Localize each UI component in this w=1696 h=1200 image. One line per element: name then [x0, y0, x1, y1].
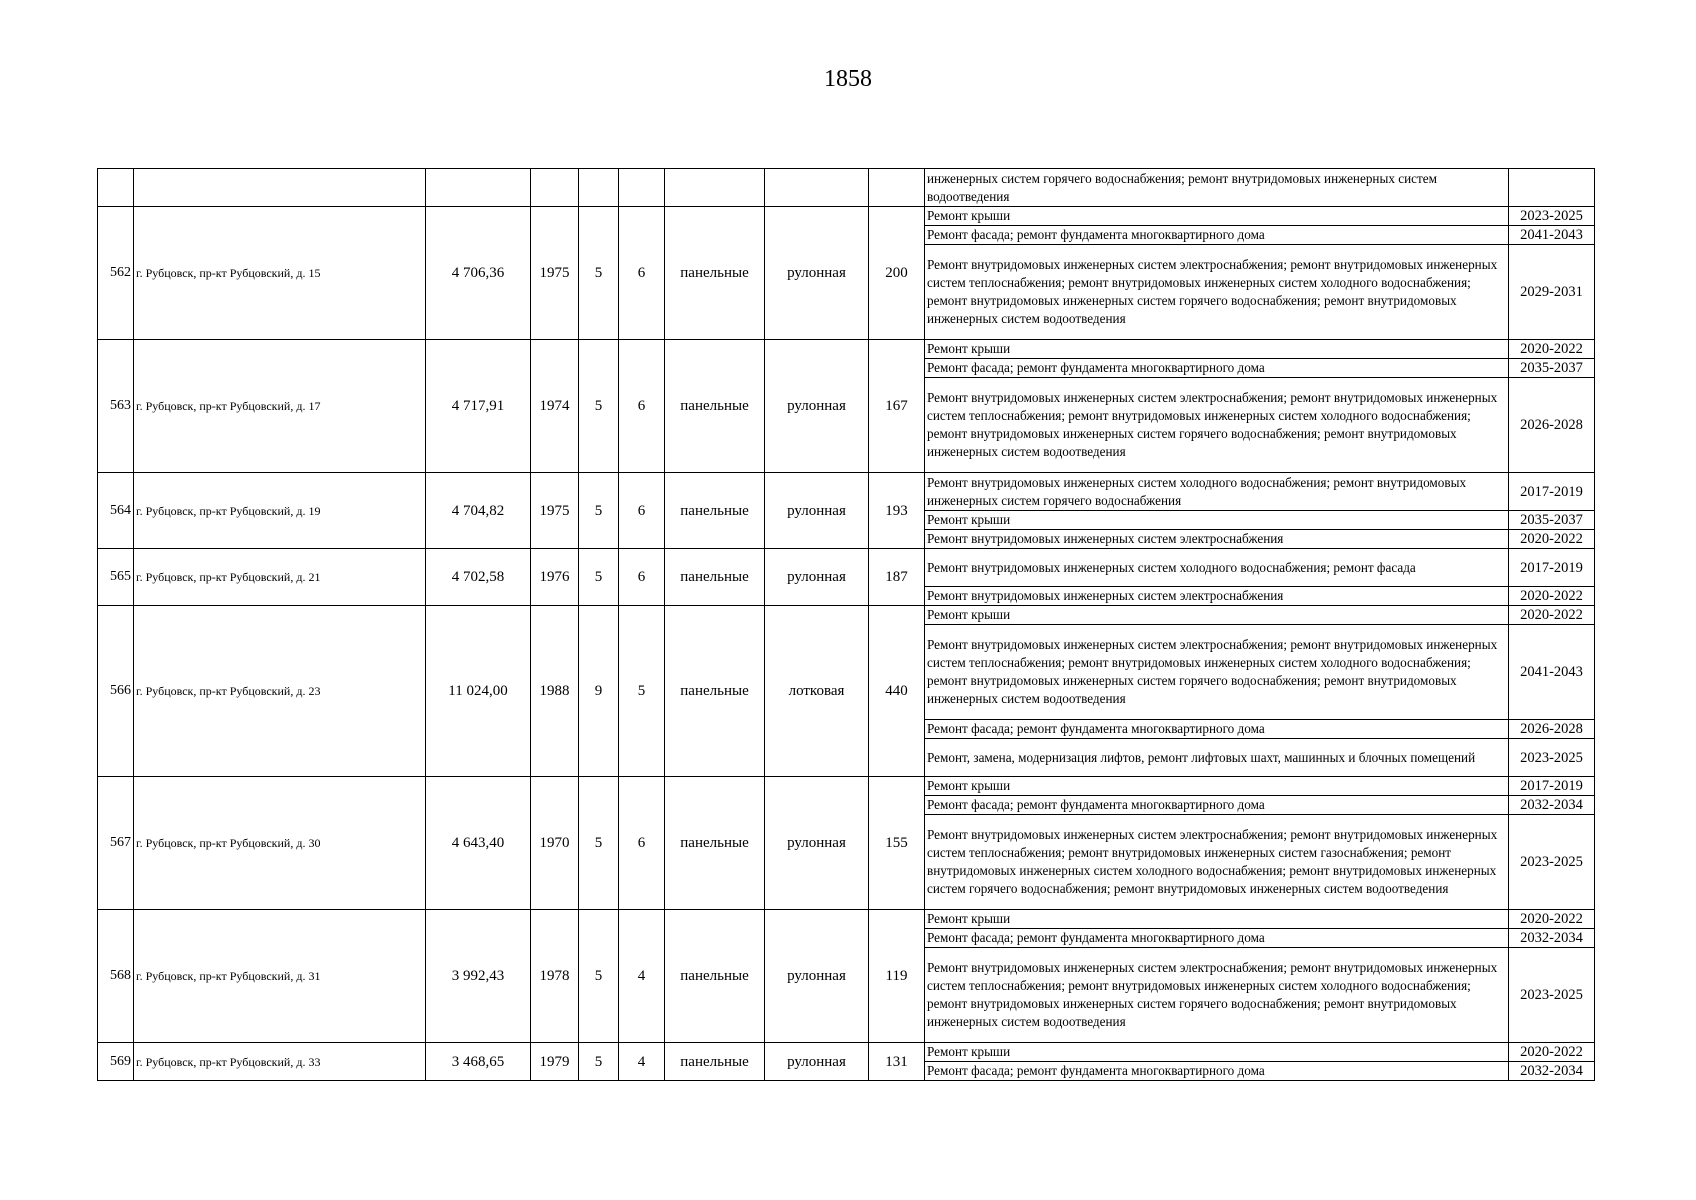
row-number: 568: [98, 910, 134, 1043]
cell-empty: [426, 169, 531, 207]
entrances-count: 6: [619, 473, 665, 549]
row-number: 567: [98, 777, 134, 910]
table-row: [98, 1043, 1595, 1062]
total-area: 3 468,65: [426, 1043, 531, 1081]
work-period: 2023-2025: [1509, 948, 1595, 1043]
total-area: 3 992,43: [426, 910, 531, 1043]
work-period: 2032-2034: [1509, 1062, 1595, 1081]
roof-type: рулонная: [765, 340, 869, 473]
row-number: 569: [98, 1043, 134, 1081]
work-period: 2017-2019: [1509, 549, 1595, 587]
roof-type: рулонная: [765, 777, 869, 910]
cell-empty: [579, 169, 619, 207]
floors-count: 5: [579, 340, 619, 473]
continuation-row: [98, 169, 1595, 207]
total-area: 4 717,91: [426, 340, 531, 473]
address: г. Рубцовск, пр-кт Рубцовский, д. 33: [134, 1043, 426, 1081]
roof-type: рулонная: [765, 910, 869, 1043]
work-period: 2020-2022: [1509, 1043, 1595, 1062]
work-description: инженерных систем горячего водоснабжения; ремонт внутридомовых инженерных систем водоотведения: [925, 169, 1509, 207]
work-period: 2026-2028: [1509, 720, 1595, 739]
address: г. Рубцовск, пр-кт Рубцовский, д. 19: [134, 473, 426, 549]
work-description: Ремонт крыши: [925, 340, 1509, 359]
work-description: Ремонт фасада; ремонт фундамента многоквартирного дома: [925, 226, 1509, 245]
work-description: Ремонт фасада; ремонт фундамента многоквартирного дома: [925, 929, 1509, 948]
total-area: 4 702,58: [426, 549, 531, 606]
cell-empty: [665, 169, 765, 207]
residents-count: 131: [869, 1043, 925, 1081]
work-description: Ремонт крыши: [925, 1043, 1509, 1062]
floors-count: 5: [579, 473, 619, 549]
table-row: [98, 207, 1595, 226]
build-year: 1988: [531, 606, 579, 777]
cell-empty: [619, 169, 665, 207]
work-period: 2023-2025: [1509, 739, 1595, 777]
entrances-count: 6: [619, 207, 665, 340]
work-description: Ремонт, замена, модернизация лифтов, ремонт лифтовых шахт, машинных и блочных помещений: [925, 739, 1509, 777]
row-number: 562: [98, 207, 134, 340]
floors-count: 5: [579, 549, 619, 606]
residents-count: 193: [869, 473, 925, 549]
build-year: 1979: [531, 1043, 579, 1081]
table-row: [98, 340, 1595, 359]
address: г. Рубцовск, пр-кт Рубцовский, д. 21: [134, 549, 426, 606]
wall-material: панельные: [665, 606, 765, 777]
table-row: [98, 606, 1595, 625]
entrances-count: 6: [619, 549, 665, 606]
cell-empty: [531, 169, 579, 207]
cell-empty: [869, 169, 925, 207]
address: г. Рубцовск, пр-кт Рубцовский, д. 17: [134, 340, 426, 473]
wall-material: панельные: [665, 777, 765, 910]
work-description: Ремонт крыши: [925, 777, 1509, 796]
table-row: [98, 910, 1595, 929]
entrances-count: 4: [619, 1043, 665, 1081]
row-number: 564: [98, 473, 134, 549]
housing-repair-table: [97, 168, 1595, 1081]
residents-count: 187: [869, 549, 925, 606]
work-description: Ремонт крыши: [925, 207, 1509, 226]
work-period: 2020-2022: [1509, 606, 1595, 625]
residents-count: 119: [869, 910, 925, 1043]
work-period: 2032-2034: [1509, 796, 1595, 815]
floors-count: 5: [579, 777, 619, 910]
row-number: 563: [98, 340, 134, 473]
build-year: 1975: [531, 207, 579, 340]
work-period: 2023-2025: [1509, 815, 1595, 910]
entrances-count: 4: [619, 910, 665, 1043]
work-period: 2035-2037: [1509, 359, 1595, 378]
work-period: [1509, 169, 1595, 207]
total-area: 11 024,00: [426, 606, 531, 777]
work-description: Ремонт внутридомовых инженерных систем холодного водоснабжения; ремонт внутридомовых инженерных систем горячего водоснабжения: [925, 473, 1509, 511]
entrances-count: 6: [619, 340, 665, 473]
work-description: Ремонт внутридомовых инженерных систем электроснабжения; ремонт внутридомовых инженерных систем теплоснабжения; ремонт внутридомовых инженерных систем газоснабжения; ремонт внутридомовых инженерных систем холодного водоснабжения; ремонт внутридомовых инженерных систем горячего водоснабжения; ремонт внутридомовых инженерных систем водоотведения: [925, 815, 1509, 910]
work-description: Ремонт крыши: [925, 910, 1509, 929]
entrances-count: 5: [619, 606, 665, 777]
roof-type: рулонная: [765, 473, 869, 549]
wall-material: панельные: [665, 207, 765, 340]
build-year: 1976: [531, 549, 579, 606]
address: г. Рубцовск, пр-кт Рубцовский, д. 31: [134, 910, 426, 1043]
address: г. Рубцовск, пр-кт Рубцовский, д. 30: [134, 777, 426, 910]
floors-count: 5: [579, 207, 619, 340]
floors-count: 5: [579, 910, 619, 1043]
entrances-count: 6: [619, 777, 665, 910]
build-year: 1974: [531, 340, 579, 473]
work-description: Ремонт внутридомовых инженерных систем электроснабжения; ремонт внутридомовых инженерных систем теплоснабжения; ремонт внутридомовых инженерных систем холодного водоснабжения; ремонт внутридомовых инженерных систем горячего водоснабжения; ремонт внутридомовых инженерных систем водоотведения: [925, 245, 1509, 340]
address: г. Рубцовск, пр-кт Рубцовский, д. 23: [134, 606, 426, 777]
cell-empty: [98, 169, 134, 207]
work-description: Ремонт внутридомовых инженерных систем электроснабжения: [925, 530, 1509, 549]
work-period: 2026-2028: [1509, 378, 1595, 473]
row-number: 565: [98, 549, 134, 606]
roof-type: рулонная: [765, 207, 869, 340]
work-description: Ремонт внутридомовых инженерных систем холодного водоснабжения; ремонт фасада: [925, 549, 1509, 587]
work-description: Ремонт крыши: [925, 606, 1509, 625]
build-year: 1970: [531, 777, 579, 910]
roof-type: рулонная: [765, 1043, 869, 1081]
work-period: 2035-2037: [1509, 511, 1595, 530]
work-period: 2032-2034: [1509, 929, 1595, 948]
work-description: Ремонт внутридомовых инженерных систем электроснабжения; ремонт внутридомовых инженерных систем теплоснабжения; ремонт внутридомовых инженерных систем холодного водоснабжения; ремонт внутридомовых инженерных систем горячего водоснабжения; ремонт внутридомовых инженерных систем водоотведения: [925, 378, 1509, 473]
floors-count: 9: [579, 606, 619, 777]
work-period: 2023-2025: [1509, 207, 1595, 226]
work-description: Ремонт крыши: [925, 511, 1509, 530]
row-number: 566: [98, 606, 134, 777]
work-period: 2017-2019: [1509, 473, 1595, 511]
residents-count: 155: [869, 777, 925, 910]
cell-empty: [765, 169, 869, 207]
work-description: Ремонт внутридомовых инженерных систем электроснабжения; ремонт внутридомовых инженерных систем теплоснабжения; ремонт внутридомовых инженерных систем холодного водоснабжения; ремонт внутридомовых инженерных систем горячего водоснабжения; ремонт внутридомовых инженерных систем водоотведения: [925, 625, 1509, 720]
floors-count: 5: [579, 1043, 619, 1081]
work-period: 2041-2043: [1509, 226, 1595, 245]
work-period: 2029-2031: [1509, 245, 1595, 340]
page-number: 1858: [824, 66, 872, 92]
wall-material: панельные: [665, 1043, 765, 1081]
residents-count: 440: [869, 606, 925, 777]
roof-type: рулонная: [765, 549, 869, 606]
table-row: [98, 473, 1595, 511]
work-description: Ремонт фасада; ремонт фундамента многоквартирного дома: [925, 359, 1509, 378]
roof-type: лотковая: [765, 606, 869, 777]
build-year: 1978: [531, 910, 579, 1043]
wall-material: панельные: [665, 340, 765, 473]
table-body: [98, 169, 1595, 1081]
work-description: Ремонт фасада; ремонт фундамента многоквартирного дома: [925, 720, 1509, 739]
work-description: Ремонт внутридомовых инженерных систем электроснабжения: [925, 587, 1509, 606]
work-description: Ремонт фасада; ремонт фундамента многоквартирного дома: [925, 796, 1509, 815]
work-period: 2020-2022: [1509, 530, 1595, 549]
build-year: 1975: [531, 473, 579, 549]
work-description: Ремонт внутридомовых инженерных систем электроснабжения; ремонт внутридомовых инженерных систем теплоснабжения; ремонт внутридомовых инженерных систем холодного водоснабжения; ремонт внутридомовых инженерных систем горячего водоснабжения; ремонт внутридомовых инженерных систем водоотведения: [925, 948, 1509, 1043]
total-area: 4 643,40: [426, 777, 531, 910]
total-area: 4 706,36: [426, 207, 531, 340]
work-period: 2020-2022: [1509, 910, 1595, 929]
work-period: 2017-2019: [1509, 777, 1595, 796]
work-description: Ремонт фасада; ремонт фундамента многоквартирного дома: [925, 1062, 1509, 1081]
wall-material: панельные: [665, 549, 765, 606]
residents-count: 167: [869, 340, 925, 473]
table-row: [98, 777, 1595, 796]
work-period: 2020-2022: [1509, 587, 1595, 606]
wall-material: панельные: [665, 473, 765, 549]
table-row: [98, 549, 1595, 587]
work-period: 2020-2022: [1509, 340, 1595, 359]
cell-empty: [134, 169, 426, 207]
address: г. Рубцовск, пр-кт Рубцовский, д. 15: [134, 207, 426, 340]
residents-count: 200: [869, 207, 925, 340]
work-period: 2041-2043: [1509, 625, 1595, 720]
total-area: 4 704,82: [426, 473, 531, 549]
wall-material: панельные: [665, 910, 765, 1043]
